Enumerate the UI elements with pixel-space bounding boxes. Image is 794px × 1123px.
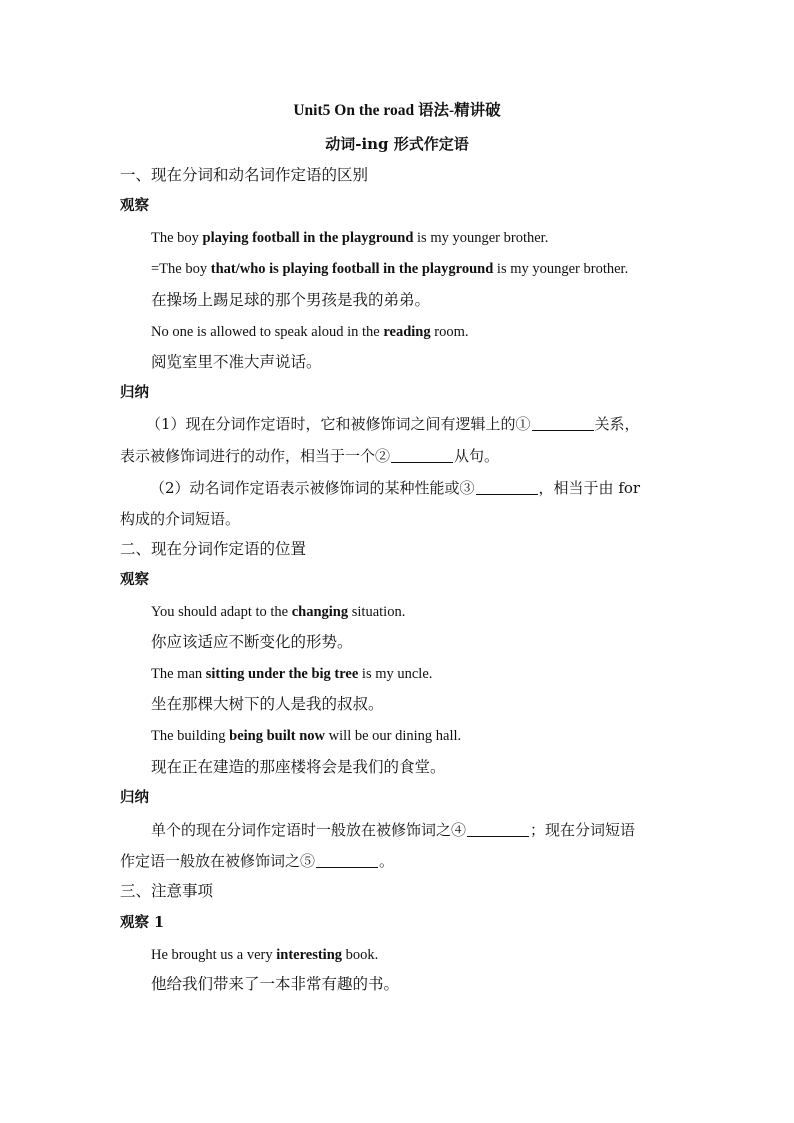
section-3-observe-label: 观察 1: [120, 914, 165, 931]
section-2-heading: 二、现在分词作定语的位置: [120, 540, 307, 558]
example-highlight: playing football in the playground: [202, 230, 414, 246]
example-text: will be our dining hall.: [325, 728, 462, 744]
example-highlight: reading: [383, 324, 431, 340]
section-1-heading: 一、现在分词和动名词作定语的区别: [120, 166, 369, 184]
section-2-example-2-translation: 坐在那棵大树下的人是我的叔叔。: [151, 695, 384, 713]
example-text: book.: [342, 947, 379, 963]
example-highlight: sitting under the big tree: [205, 666, 359, 682]
section-2-example-3: [151, 726, 461, 746]
summary-text: ，相当于由 for: [538, 479, 641, 497]
section-1-observe-label: 观察: [120, 197, 149, 214]
example-highlight: being built now: [229, 728, 326, 744]
section-1-example-3: [151, 322, 469, 342]
example-highlight: interesting: [276, 947, 343, 963]
blank-1[interactable]: [532, 416, 594, 431]
section-2-example-3-translation: 现在正在建造的那座楼将会是我们的食堂。: [151, 758, 446, 776]
example-text: room.: [430, 324, 469, 340]
section-2-summary-line-2: [120, 851, 394, 871]
example-highlight: that/who is playing football in the playground: [210, 261, 494, 277]
section-1-example-2-translation: 在操场上踢足球的那个男孩是我的弟弟。: [151, 291, 431, 309]
section-3-example-1-translation: 他给我们带来了一本非常有趣的书。: [151, 975, 400, 993]
document-subtitle: 动词-ing 形式作定语: [325, 135, 469, 153]
example-text: is my uncle.: [358, 666, 433, 682]
section-2-observe-label: 观察: [120, 571, 149, 588]
section-1-example-1: [151, 228, 548, 248]
example-text: is my younger brother.: [493, 261, 629, 277]
example-highlight: changing: [291, 604, 349, 620]
section-2-example-1-translation: 你应该适应不断变化的形势。: [151, 633, 353, 651]
section-1-summary-line-4: 构成的介词短语。: [120, 510, 241, 528]
example-text: The man: [151, 666, 206, 682]
section-2-summary-label: 归纳: [120, 789, 149, 806]
summary-text: 表示被修饰词进行的动作，相当于一个②: [120, 447, 391, 465]
summary-text: （2）动名词作定语表示被修饰词的某种性能或③: [150, 479, 475, 497]
section-1-summary-label: 归纳: [120, 384, 149, 401]
section-3-example-1: [151, 945, 378, 965]
section-1-summary-line-3: [150, 478, 640, 498]
example-text: situation.: [348, 604, 406, 620]
blank-4[interactable]: [467, 822, 529, 837]
blank-3[interactable]: [476, 480, 538, 495]
summary-text: 。: [379, 852, 395, 870]
section-2-example-2: [151, 664, 432, 684]
summary-text: （1）现在分词作定语时，它和被修饰词之间有逻辑上的①: [146, 415, 531, 433]
example-text: He brought us a very: [151, 947, 277, 963]
example-text: The building: [151, 728, 230, 744]
summary-text: 从句。: [454, 447, 500, 465]
section-1-example-3-translation: 阅览室里不准大声说话。: [151, 353, 322, 371]
document-title: Unit5 On the road 语法-精讲破: [293, 102, 501, 119]
section-1-summary-line-2: [120, 446, 499, 466]
section-2-summary-line-1: [151, 820, 635, 840]
example-text: You should adapt to the: [151, 604, 292, 620]
section-3-heading: 三、注意事项: [120, 882, 214, 900]
blank-2[interactable]: [391, 448, 453, 463]
example-text: is my younger brother.: [413, 230, 549, 246]
section-1-example-2: [151, 259, 628, 279]
blank-5[interactable]: [316, 853, 378, 868]
summary-text: 作定语一般放在被修饰词之⑤: [120, 852, 316, 870]
example-text: No one is allowed to speak aloud in the: [151, 324, 384, 340]
section-1-summary-line-1: [146, 414, 640, 434]
summary-text: 单个的现在分词作定语时一般放在被修饰词之④: [151, 821, 467, 839]
summary-text: 关系，: [594, 415, 640, 433]
example-text: The boy: [151, 230, 203, 246]
example-text: =The boy: [151, 261, 211, 277]
summary-text: ；现在分词短语: [530, 821, 636, 839]
section-2-example-1: [151, 602, 405, 622]
